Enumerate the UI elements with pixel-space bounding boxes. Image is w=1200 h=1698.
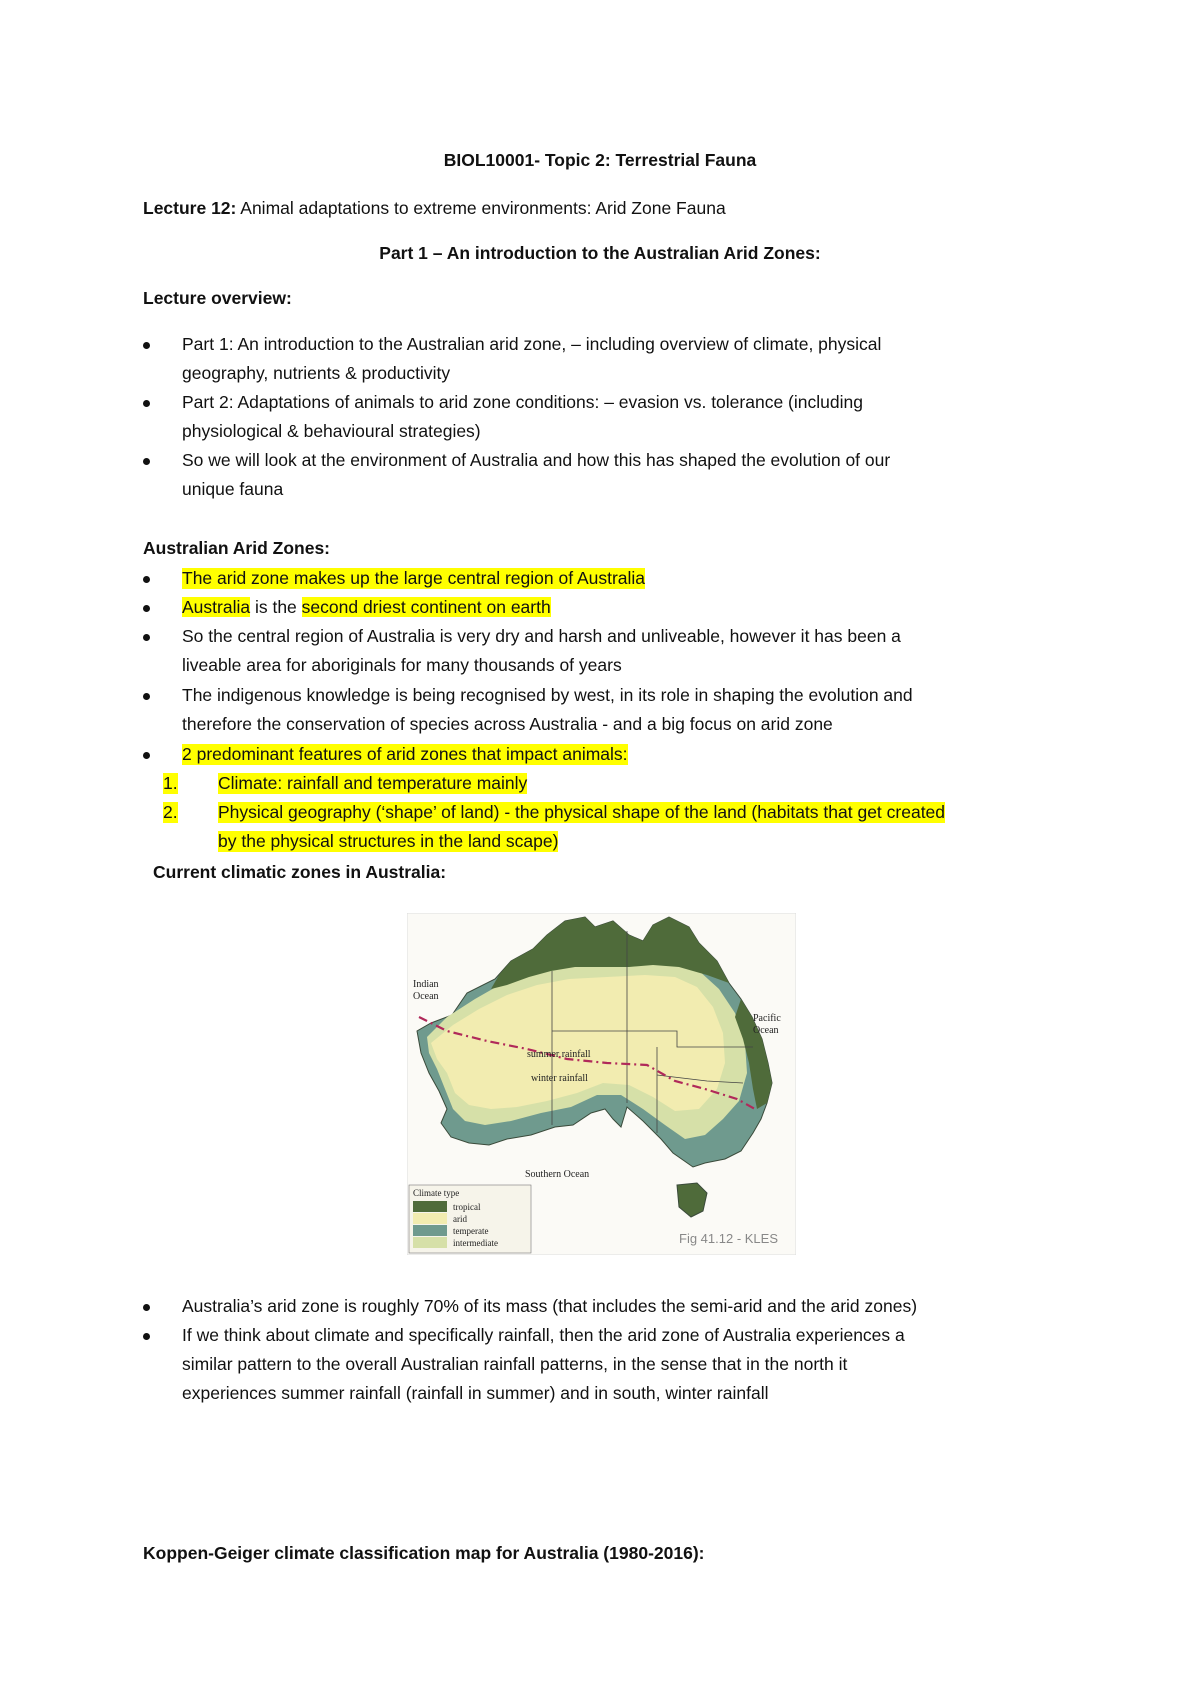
bullet-icon — [143, 1333, 150, 1340]
legend-swatch-arid — [413, 1213, 447, 1224]
pacific-ocean-label-1: Pacific — [753, 1013, 781, 1024]
bullet-icon — [143, 634, 150, 641]
summer-rainfall-label: summer rainfall — [527, 1049, 591, 1060]
document-title: BIOL10001- Topic 2: Terrestrial Fauna — [443, 150, 757, 170]
legend-intermediate: intermediate — [453, 1238, 498, 1248]
indian-ocean-label-1: Indian — [413, 979, 439, 990]
climate-map-figure — [407, 913, 796, 1255]
pacific-ocean-label-2: Ocean — [753, 1025, 779, 1036]
bullet-icon — [143, 342, 150, 349]
legend-tropical: tropical — [453, 1202, 481, 1212]
legend-arid: arid — [453, 1214, 467, 1224]
bullet-icon — [143, 576, 150, 583]
legend-swatch-temperate — [413, 1225, 447, 1236]
southern-ocean-label: Southern Ocean — [525, 1169, 590, 1180]
indian-ocean-label-2: Ocean — [413, 991, 439, 1002]
arid-zones-heading: Australian Arid Zones: — [143, 538, 331, 558]
document-page: BIOL10001- Topic 2: Terrestrial Fauna Lecture 12: Animal adaptations to extreme environments: Arid Zone Fauna Part 1 – An introduction to the Australian Arid Zones: Lecture overview: Part 1: An introduction to the Australian arid zone, – including overview of climate, physical geography, nutrients & productivity Part 2: Adaptations of animals to arid zone conditions: – evasion vs. tolerance (including physiological & behavioural strategies) So we will look at the environment of Australia and how this has shaped the evolution of our unique fauna Australian Arid Zones: The arid zone makes up the large central region of Australia Australia is the second driest continent on earth So the central region of Australia is very dry and harsh and unliveable, however it has been a liveable area for aboriginals for many thousands of years The indigenous knowledge is being recognised by west, in its role in shaping the evolution and therefore the conservation of species across Australia - and a big focus on arid zone 2 predominant features of arid zones that impact animals: 1. Climate: rainfall and temperature mainly 2. Physical geography (‘shape’ of land) - the physical shape of the land (habitats that get created by the physical structures in the land scape) Current climatic zones in Australia: Indian Ocean Pacific Ocean summer rainfall winter rainfall Southern Ocean Climate type tropical arid temperate intermediate Fig 41.12 - KLES Australia’s arid zone is roughly 70% of its mass (that includes the semi-arid and the arid zones) If we think about climate and specifically rainfall, then the arid zone of Australia experiences a similar pattern to the overall Australian rainfall patterns, in the sense that in the north it experiences summer rainfall (rainfall in summer) and in south, winter rainfall Koppen-Geiger climate classification map for Australia (1980-2016): — [0, 0, 1200, 1698]
legend-swatch-tropical — [413, 1201, 447, 1212]
bullet-icon — [143, 693, 150, 700]
climatic-zones-heading: Current climatic zones in Australia: — [153, 862, 447, 882]
lecture-label: Lecture 12: — [143, 198, 237, 218]
part1-heading: Part 1 – An introduction to the Australian Arid Zones: — [379, 243, 821, 263]
figure-caption: Fig 41.12 - KLES — [679, 1231, 778, 1246]
legend-temperate: temperate — [453, 1226, 489, 1236]
koppen-heading: Koppen-Geiger climate classification map for Australia (1980-2016): — [143, 1543, 705, 1563]
bullet-icon — [143, 458, 150, 465]
bullet-icon — [143, 1304, 150, 1311]
overview-heading: Lecture overview: — [143, 288, 292, 308]
lecture-text: Animal adaptations to extreme environments: Arid Zone Fauna — [236, 198, 726, 218]
legend-title: Climate type — [413, 1188, 460, 1198]
winter-rainfall-label: winter rainfall — [531, 1073, 588, 1084]
bullet-icon — [143, 400, 150, 407]
legend-swatch-intermediate — [413, 1237, 447, 1248]
lecture-line — [143, 198, 726, 219]
bullet-icon — [143, 752, 150, 759]
australia-climate-map — [407, 913, 796, 1255]
bullet-icon — [143, 605, 150, 612]
